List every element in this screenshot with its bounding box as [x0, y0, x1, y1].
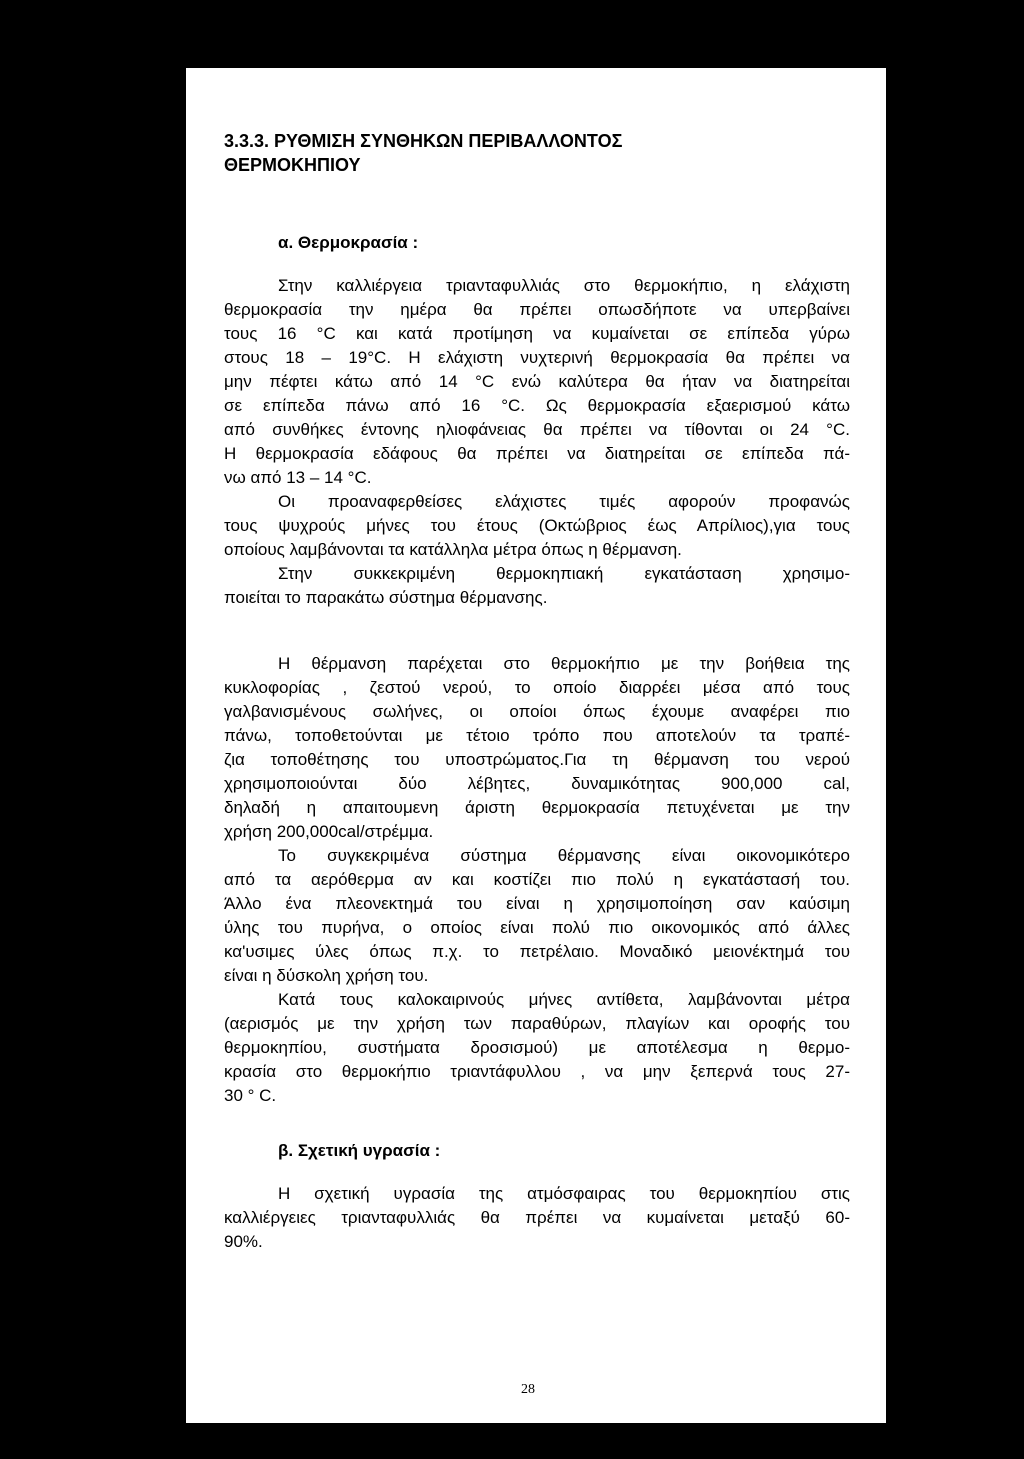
text-line: σε επίπεδα πάνω από 16 °C. Ως θερμοκρασία εξαερισμού κάτω: [224, 396, 850, 415]
text-line: Η θέρμανση παρέχεται στο θερμοκήπιο με την βοήθεια της: [278, 654, 850, 673]
text-line: πάνω, τοποθετούνται με τέτοιο τρόπο που αποτελούν τα τραπέ-: [224, 726, 850, 745]
text-line: 90%.: [224, 1232, 263, 1251]
text-line: Η θερμοκρασία εδάφους θα πρέπει να διατηρείται σε επίπεδα πά-: [224, 444, 850, 463]
text-line: χρησιμοποιούνται δύο λέβητες, δυναμικότητας 900,000 cal,: [224, 774, 850, 793]
temperature-paragraph: [224, 274, 850, 610]
text-line: στους 18 – 19°C. Η ελάχιστη νυχτερινή θερμοκρασία θα πρέπει να: [224, 348, 850, 367]
text-line: από τα αερόθερμα αν και κοστίζει πιο πολύ η εγκατάστασή του.: [224, 870, 850, 889]
humidity-paragraph: [224, 1182, 850, 1254]
text-line: Στην συκκεκριμένη θερμοκηπιακή εγκατάσταση χρησιμο-: [278, 564, 850, 583]
text-line: δηλαδή η απαιτουμενη άριστη θερμοκρασία πετυχένεται με την: [224, 798, 850, 817]
text-line: Οι προαναφερθείσες ελάχιστες τιμές αφορούν προφανώς: [278, 492, 850, 511]
section-heading: [224, 129, 622, 177]
text-line: ύλης του πυρήνα, ο οποίος είναι πολύ πιο οικονομικός από άλλες: [224, 918, 850, 937]
text-line: είναι η δύσκολη χρήση του.: [224, 966, 429, 985]
text-line: καλλιέργειες τριανταφυλλιάς θα πρέπει να κυμαίνεται μεταξύ 60-: [224, 1208, 850, 1227]
text-line: Άλλο ένα πλεονεκτημά του είναι η χρησιμοποίηση σαν καύσιμη: [224, 894, 850, 913]
text-line: (αερισμός με την χρήση των παραθύρων, πλαγίων και οροφής του: [224, 1014, 850, 1033]
temperature-heading: α. Θερμοκρασία :: [278, 233, 419, 252]
text-line: νω από 13 – 14 °C.: [224, 468, 372, 487]
section-heading-line-1: 3.3.3. ΡΥΘΜΙΣΗ ΣΥΝΘΗΚΩΝ ΠΕΡΙΒΑΛΛΟΝΤΟΣ: [224, 131, 623, 151]
text-line: χρήση 200,000cal/στρέμμα.: [224, 822, 434, 841]
humidity-heading: β. Σχετική υγρασία :: [278, 1141, 441, 1160]
text-line: κρασία στο θερμοκήπιο τριαντάφυλλου , να μην ξεπερνά τους 27-: [224, 1062, 850, 1081]
text-line: τους ψυχρούς μήνες του έτους (Οκτώβριος έως Απρίλιος),για τους: [224, 516, 850, 535]
text-line: Στην καλλιέργεια τριανταφυλλιάς στο θερμοκήπιο, η ελάχιστη: [278, 276, 850, 295]
text-line: από συνθήκες έντονης ηλιοφάνειας θα πρέπει να τίθονται οι 24 °C.: [224, 420, 850, 439]
section-heading-line-2: ΘΕΡΜΟΚΗΠΙΟΥ: [224, 155, 361, 175]
text-line: κυκλοφορίας , ζεστού νερού, το οποίο διαρρέει μέσα από τους: [224, 678, 850, 697]
heating-paragraph: [224, 652, 850, 1108]
text-line: ζια τοποθέτησης του υποστρώματος.Για τη θέρμανση του νερού: [224, 750, 850, 769]
text-line: τους 16 °C και κατά προτίμηση να κυμαίνεται σε επίπεδα γύρω: [224, 324, 850, 343]
text-line: οποίους λαμβάνονται τα κατάλληλα μέτρα όπως η θέρμανση.: [224, 540, 682, 559]
text-line: κα'υσιμες ύλες όπως π.χ. το πετρέλαιο. Μοναδικό μειονέκτημά του: [224, 942, 850, 961]
text-line: Το συγκεκριμένα σύστημα θέρμανσης είναι οικονομικότερο: [278, 846, 850, 865]
text-line: 30 ° C.: [224, 1086, 277, 1105]
page-number: 28: [521, 1382, 535, 1397]
document-page: [186, 68, 886, 1423]
text-line: μην πέφτει κάτω από 14 °C ενώ καλύτερα θα ήταν να διατηρείται: [224, 372, 850, 391]
text-line: Η σχετική υγρασία της ατμόσφαιρας του θερμοκηπίου στις: [278, 1184, 850, 1203]
text-line: θερμοκηπίου, συστήματα δροσισμού) με αποτέλεσμα η θερμο-: [224, 1038, 850, 1057]
text-line: Κατά τους καλοκαιρινούς μήνες αντίθετα, λαμβάνονται μέτρα: [278, 990, 850, 1009]
text-line: γαλβανισμένους σωλήνες, οι οποίοι όπως έχουμε αναφέρει πιο: [224, 702, 850, 721]
text-line: θερμοκρασία την ημέρα θα πρέπει οπωσδήποτε να υπερβαίνει: [224, 300, 850, 319]
text-line: ποιείται το παρακάτω σύστημα θέρμανσης.: [224, 588, 548, 607]
